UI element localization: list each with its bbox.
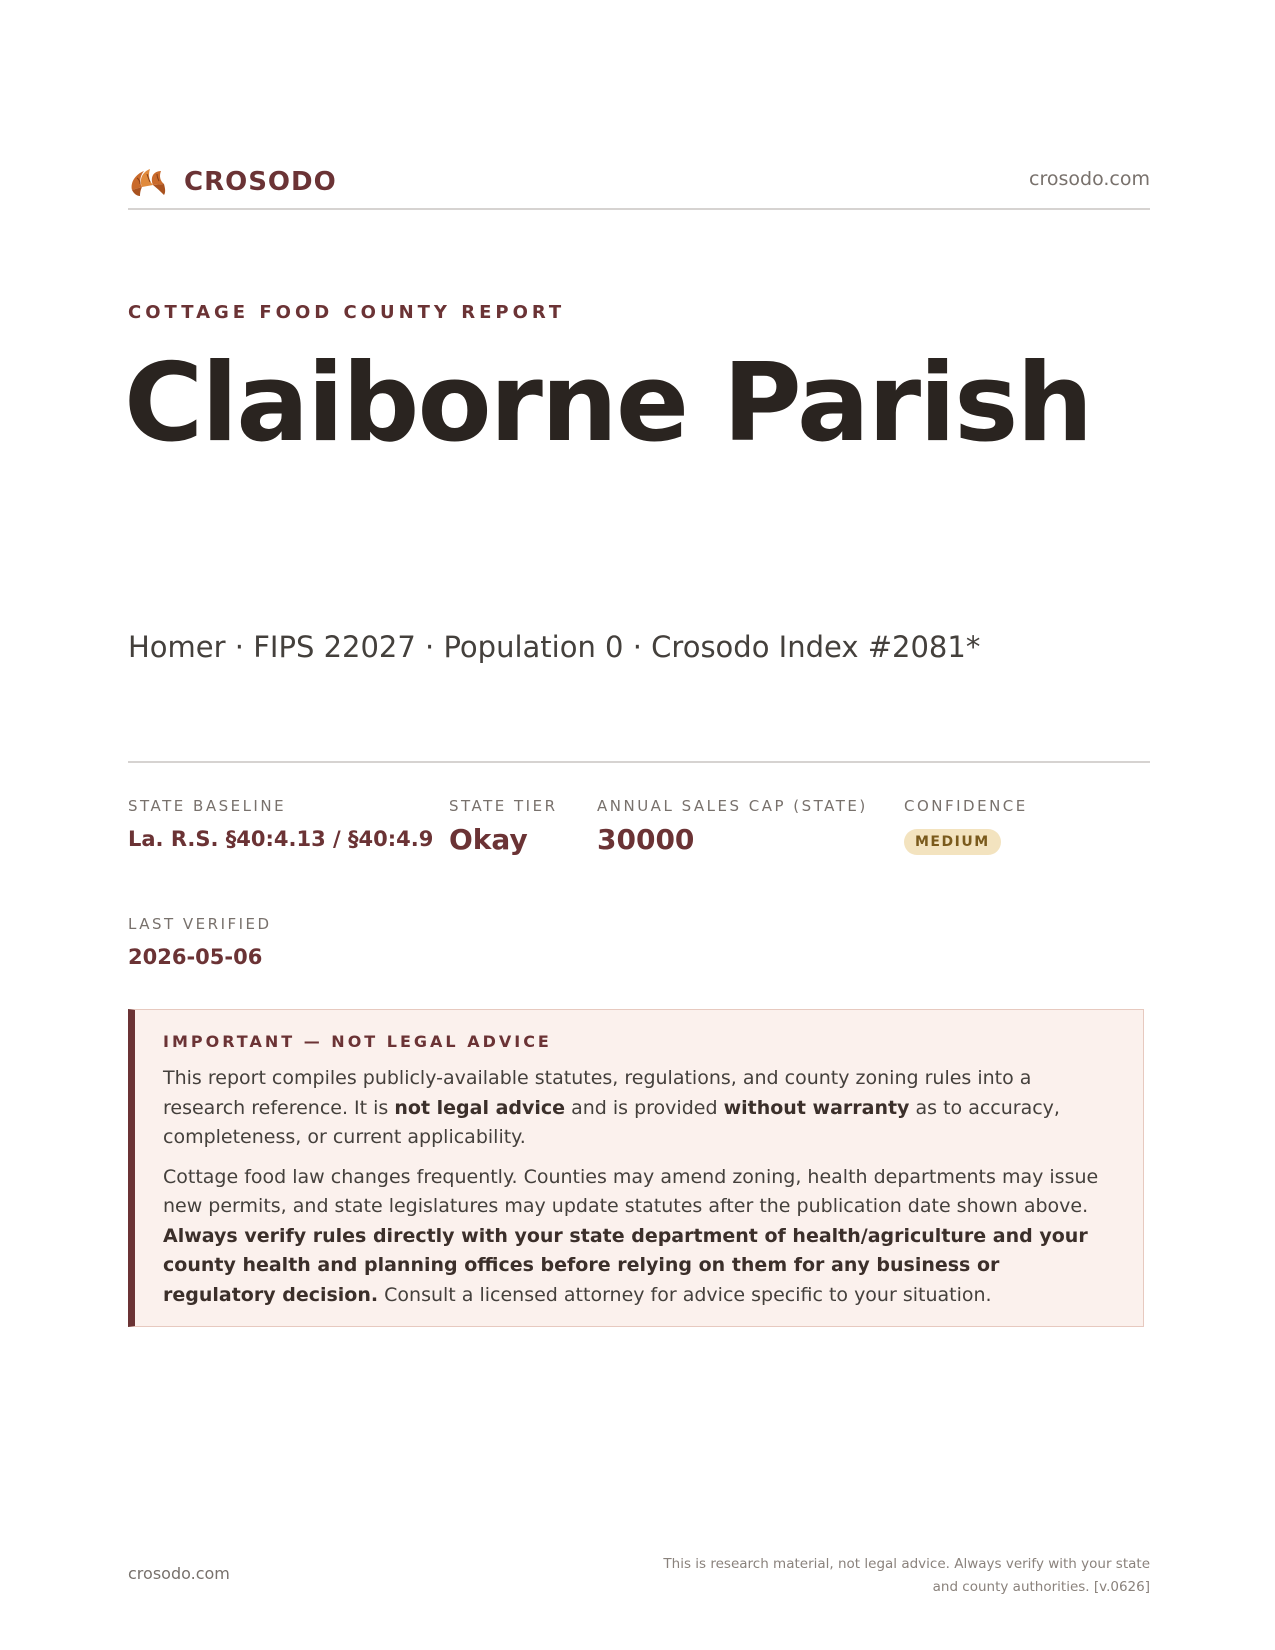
croissant-icon	[128, 162, 168, 202]
notice-text: Cottage food law changes frequently. Counties may amend zoning, health departments may issue new permits, and state legislatures may update statutes after the publication date shown above.	[163, 1165, 1099, 1217]
notice-title: IMPORTANT — NOT LEGAL ADVICE	[163, 1032, 552, 1051]
confidence-badge: MEDIUM	[904, 829, 1001, 855]
stat-label: STATE BASELINE	[128, 797, 287, 815]
stat-label: CONFIDENCE	[904, 797, 1028, 815]
notice-paragraph	[163, 1163, 1117, 1311]
footer-disclaimer-line: This is research material, not legal advice. Always verify with your state	[663, 1556, 1150, 1572]
legal-notice	[128, 1009, 1144, 1327]
footer-disclaimer-line: and county authorities. [v.0626]	[932, 1579, 1150, 1595]
county-summary: Homer · FIPS 22027 · Population 0 · Crosodo Index #2081*	[128, 630, 981, 664]
stat-confidence	[904, 797, 1028, 855]
notice-text: This report compiles publicly-available statutes, regulations, and county zoning rules into a research reference. It is	[163, 1067, 1032, 1119]
report-page	[124, 0, 1150, 1650]
brand[interactable]	[128, 162, 337, 202]
notice-emphasis: not legal advice	[394, 1096, 566, 1119]
footer-disclaimer	[630, 1553, 1150, 1599]
notice-emphasis: without warranty	[723, 1096, 910, 1119]
stat-value: 30000	[597, 823, 695, 856]
stat-value: Okay	[449, 823, 528, 856]
notice-paragraph	[163, 1064, 1117, 1153]
report-eyebrow: COTTAGE FOOD COUNTY REPORT	[128, 302, 566, 323]
section-divider	[128, 761, 1150, 763]
page-title: Claiborne Parish	[124, 341, 1092, 466]
stat-state-baseline	[128, 797, 433, 851]
stat-state-tier	[449, 797, 558, 856]
stat-label: ANNUAL SALES CAP (STATE)	[597, 797, 868, 815]
stat-label: STATE TIER	[449, 797, 558, 815]
notice-text: and is provided	[565, 1096, 724, 1119]
brand-name: CROSODO	[184, 167, 337, 197]
notice-text: Consult a licensed attorney for advice specific to your situation.	[378, 1283, 992, 1306]
stat-sales-cap	[597, 797, 868, 856]
page-header	[128, 158, 1150, 210]
notice-text: as to accuracy, completeness, or current applicability.	[163, 1096, 1060, 1148]
site-link[interactable]: crosodo.com	[1029, 168, 1150, 190]
notice-emphasis: Always verify rules directly with your state department of health/agriculture and your county health and planning offices before relying on them for any business or regulatory decision.	[163, 1224, 1088, 1306]
footer-site-link[interactable]: crosodo.com	[128, 1564, 230, 1583]
stat-last-verified	[128, 915, 272, 969]
stat-label: LAST VERIFIED	[128, 915, 272, 933]
stat-value: La. R.S. §40:4.13 / §40:4.9	[128, 827, 434, 851]
stat-value: 2026-05-06	[128, 945, 263, 969]
